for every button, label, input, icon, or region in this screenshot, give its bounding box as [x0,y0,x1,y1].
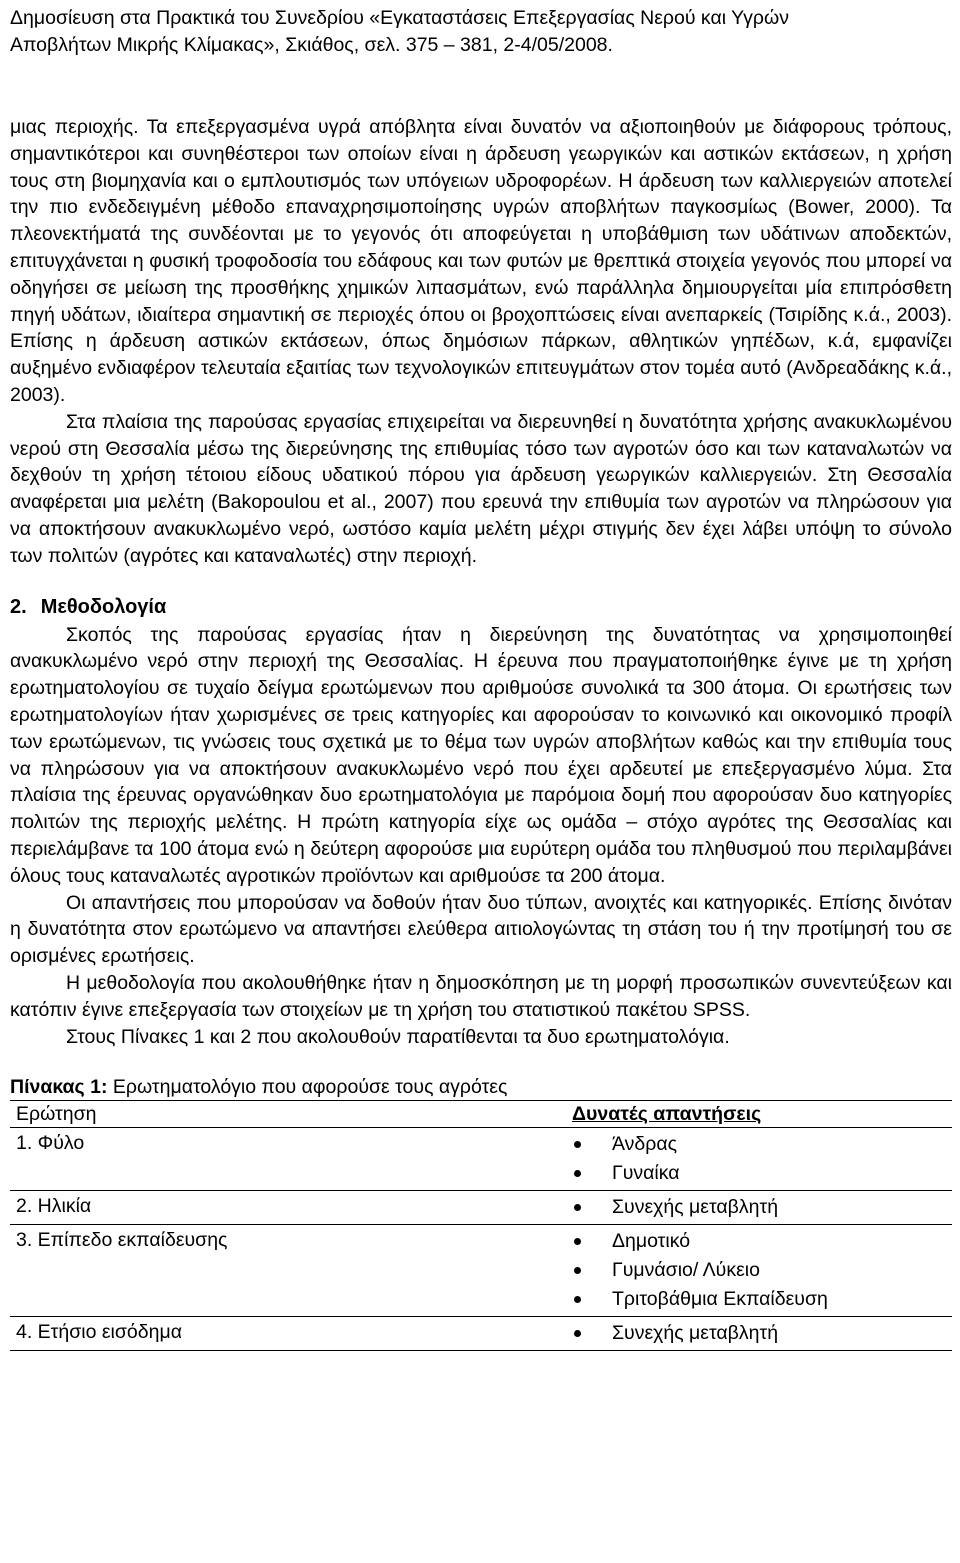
table-header-row [10,1101,952,1128]
intro-paragraph: μιας περιοχής. Τα επεξεργασμένα υγρά απόβλητα είναι δυνατόν να αξιοποιηθούν με διάφορους τρόπους, σημαντικότεροι και συνηθέστεροι των οποίων είναι η άρδευση γεωργικών και αστικών εκτάσεων, η χρήση τους στη βιομηχανία και ο εμπλουτισμός των υπόγειων υδροφορέων. Η άρδευση των καλλιεργειών αποτελεί την πιο ενδεδειγμένη μέθοδο επαναχρησιμοποίησης υγρών αποβλήτων παγκοσμίως (Bower, 2000). Τα πλεονεκτήματά της συνδέονται με το γεγονός ότι αποφεύγεται η υποβάθμιση των υδάτινων αποδεκτών, επιτυγχάνεται η φυσική τροφοδοσία του εδάφους και των φυτών με θρεπτικά στοιχεία γεγονός που μπορεί να οδηγήσει σε μείωση της προσθήκης χημικών λιπασμάτων, ενώ παράλληλα δημιουργείται μία επιπρόσθετη πηγή υδάτων, ιδιαίτερα σημαντική σε περιοχές όπου οι βροχοπτώσεις είναι ανεπαρκείς (Τσιρίδης κ.ά., 2003). Επίσης η άρδευση αστικών εκτάσεων, όπως δημόσιων πάρκων, αθλητικών γηπέδων, κ.ά, εμφανίζει αυξημένο ενδιαφέρον τελευταία εξαιτίας των τεχνολογικών επιτευγμάτων στον τομέα αυτό (Ανδρεαδάκης κ.ά., 2003). [10,116,952,406]
answer-item [572,1285,952,1314]
section-heading [10,594,952,620]
bullet-icon [574,1330,581,1337]
question-cell: 1. Φύλο [10,1128,572,1191]
answers-cell [572,1128,952,1191]
methodology-paragraph-1: Σκοπός της παρούσας εργασίας ήταν η διερεύνηση της δυνατότητας να χρησιμοποιηθεί ανακυκλωμένο νερό στην περιοχή της Θεσσαλίας. Η έρευνα που πραγματοποιήθηκε έγινε με τη χρήση ερωτηματολογίου σε τυχαίο δείγμα ερωτώμενων που αριθμούσε συνολικά τα 300 άτομα. Οι ερωτήσεις των ερωτηματολογίων ήταν χωρισμένες σε τρεις κατηγορίες και αφορούσαν το κοινωνικό και οικονομικό προφίλ των ερωτώμενων, τις γνώσεις τους σχετικά με το θέμα των υγρών αποβλήτων καθώς και την επιθυμία τους να πληρώσουν για να αποκτήσουν ανακυκλωμένο νερό που έχει αρδευτεί με επεξεργασμένο λύμα. Στα πλαίσια της έρευνας οργανώθηκαν δυο ερωτηματολόγια με παρόμοια δομή που αφορούσαν δυο κατηγορίες πολιτών της περιοχής μελέτης. Η πρώτη κατηγορία είχε ως ομάδα – στόχο αγρότες της Θεσσαλίας και περιελάμβανε τα 100 άτομα ενώ η δεύτερη αφορούσε μια ευρύτερη ομάδα του πληθυσμού που περιλαμβάνει όλους τους καταναλωτές αγροτικών προϊόντων και αριθμούσε τα 200 άτομα. [10,623,952,887]
answer-list [572,1193,952,1222]
document-page [10,0,952,1351]
header-line-2: Αποβλήτων Μικρής Κλίμακας», Σκιάθος, σελ. 375 – 381, 2-4/05/2008. [10,34,613,56]
table-caption-label: Πίνακας 1: [10,1076,108,1099]
column-header-question: Ερώτηση [10,1101,572,1128]
question-cell: 2. Ηλικία [10,1191,572,1225]
answer-text: Άνδρας [612,1133,678,1156]
methodology-paragraph-4: Στους Πίνακες 1 και 2 που ακολουθούν παρατίθενται τα δυο ερωτηματολόγια. [66,1025,730,1048]
answer-item [572,1130,952,1159]
scope-paragraph: Στα πλαίσια της παρούσας εργασίας επιχειρείται να διερευνηθεί η δυνατότητα χρήσης ανακυκλωμένου νερού στη Θεσσαλία μέσω της διερεύνησης της επιθυμίας τόσο των αγροτών όσο και των καταναλωτών να δεχθούν τη χρήση τέτοιου είδους υδατικού πόρου για άρδευση γεωργικών καλλιεργειών. Στη Θεσσαλία αναφέρεται μια μελέτη (Bakopoulou et al., 2007) που ερευνά την επιθυμία των αγροτών να πληρώσουν για να αποκτήσουν ανακυκλωμένο νερό, ωστόσο καμία μελέτη μέχρι στιγμής δεν έχει λάβει υπόψη το σύνολο των πολιτών (αγρότες και καταναλωτές) στην περιοχή. [10,410,952,567]
answer-item [572,1159,952,1188]
table-row [10,1225,952,1317]
bullet-icon [574,1238,581,1245]
questionnaire-table [10,1100,952,1351]
bullet-icon [574,1170,581,1177]
answer-text: Τριτοβάθμια Εκπαίδευση [612,1288,828,1311]
answer-text: Συνεχής μεταβλητή [612,1322,779,1345]
table-caption-text: Ερωτηματολόγιο που αφορούσε τους αγρότες [107,1076,508,1099]
section-title: Μεθοδολογία [40,595,167,618]
methodology-paragraph-2: Οι απαντήσεις που μπορούσαν να δοθούν ήταν δυο τύπων, ανοιχτές και κατηγορικές. Επίσης δινόταν η δυνατότητα στον ερωτώμενο να απαντήσει ελεύθερα αιτιολογώντας τη στάση του ή την προτίμησή του σε ορισμένες ερωτήσεις. [10,891,952,968]
bullet-icon [574,1296,581,1303]
answer-item [572,1227,952,1256]
table-row [10,1317,952,1351]
question-cell: 4. Ετήσιο εισόδημα [10,1317,572,1351]
header-line-1: Δημοσίευση στα Πρακτικά του Συνεδρίου «Εγκαταστάσεις Επεξεργασίας Νερού και Υγρών [10,7,790,29]
answer-list [572,1227,952,1314]
publication-header [10,5,952,59]
answer-text: Γυμνάσιο/ Λύκειο [612,1259,760,1282]
answers-cell [572,1317,952,1351]
bullet-icon [574,1204,581,1211]
table-row [10,1191,952,1225]
methodology-paragraph-3: Η μεθοδολογία που ακολουθήθηκε ήταν η δημοσκόπηση με τη μορφή προσωπικών συνεντεύξεων και κατόπιν έγινε επεξεργασία των στοιχείων με τη χρήση του στατιστικού πακέτου SPSS. [10,971,952,1021]
answer-list [572,1319,952,1348]
answers-cell [572,1225,952,1317]
answer-text: Δημοτικό [612,1230,691,1253]
answer-text: Γυναίκα [612,1162,680,1185]
column-header-answers: Δυνατές απαντήσεις [572,1101,952,1128]
bullet-icon [574,1267,581,1274]
answers-cell [572,1191,952,1225]
answer-item [572,1256,952,1285]
question-cell: 3. Επίπεδο εκπαίδευσης [10,1225,572,1317]
table-caption [10,1074,952,1100]
answer-list [572,1130,952,1188]
answer-text: Συνεχής μεταβλητή [612,1196,779,1219]
bullet-icon [574,1141,581,1148]
section-number: 2. [10,595,27,618]
answer-item [572,1193,952,1222]
table-row [10,1128,952,1191]
answer-item [572,1319,952,1348]
